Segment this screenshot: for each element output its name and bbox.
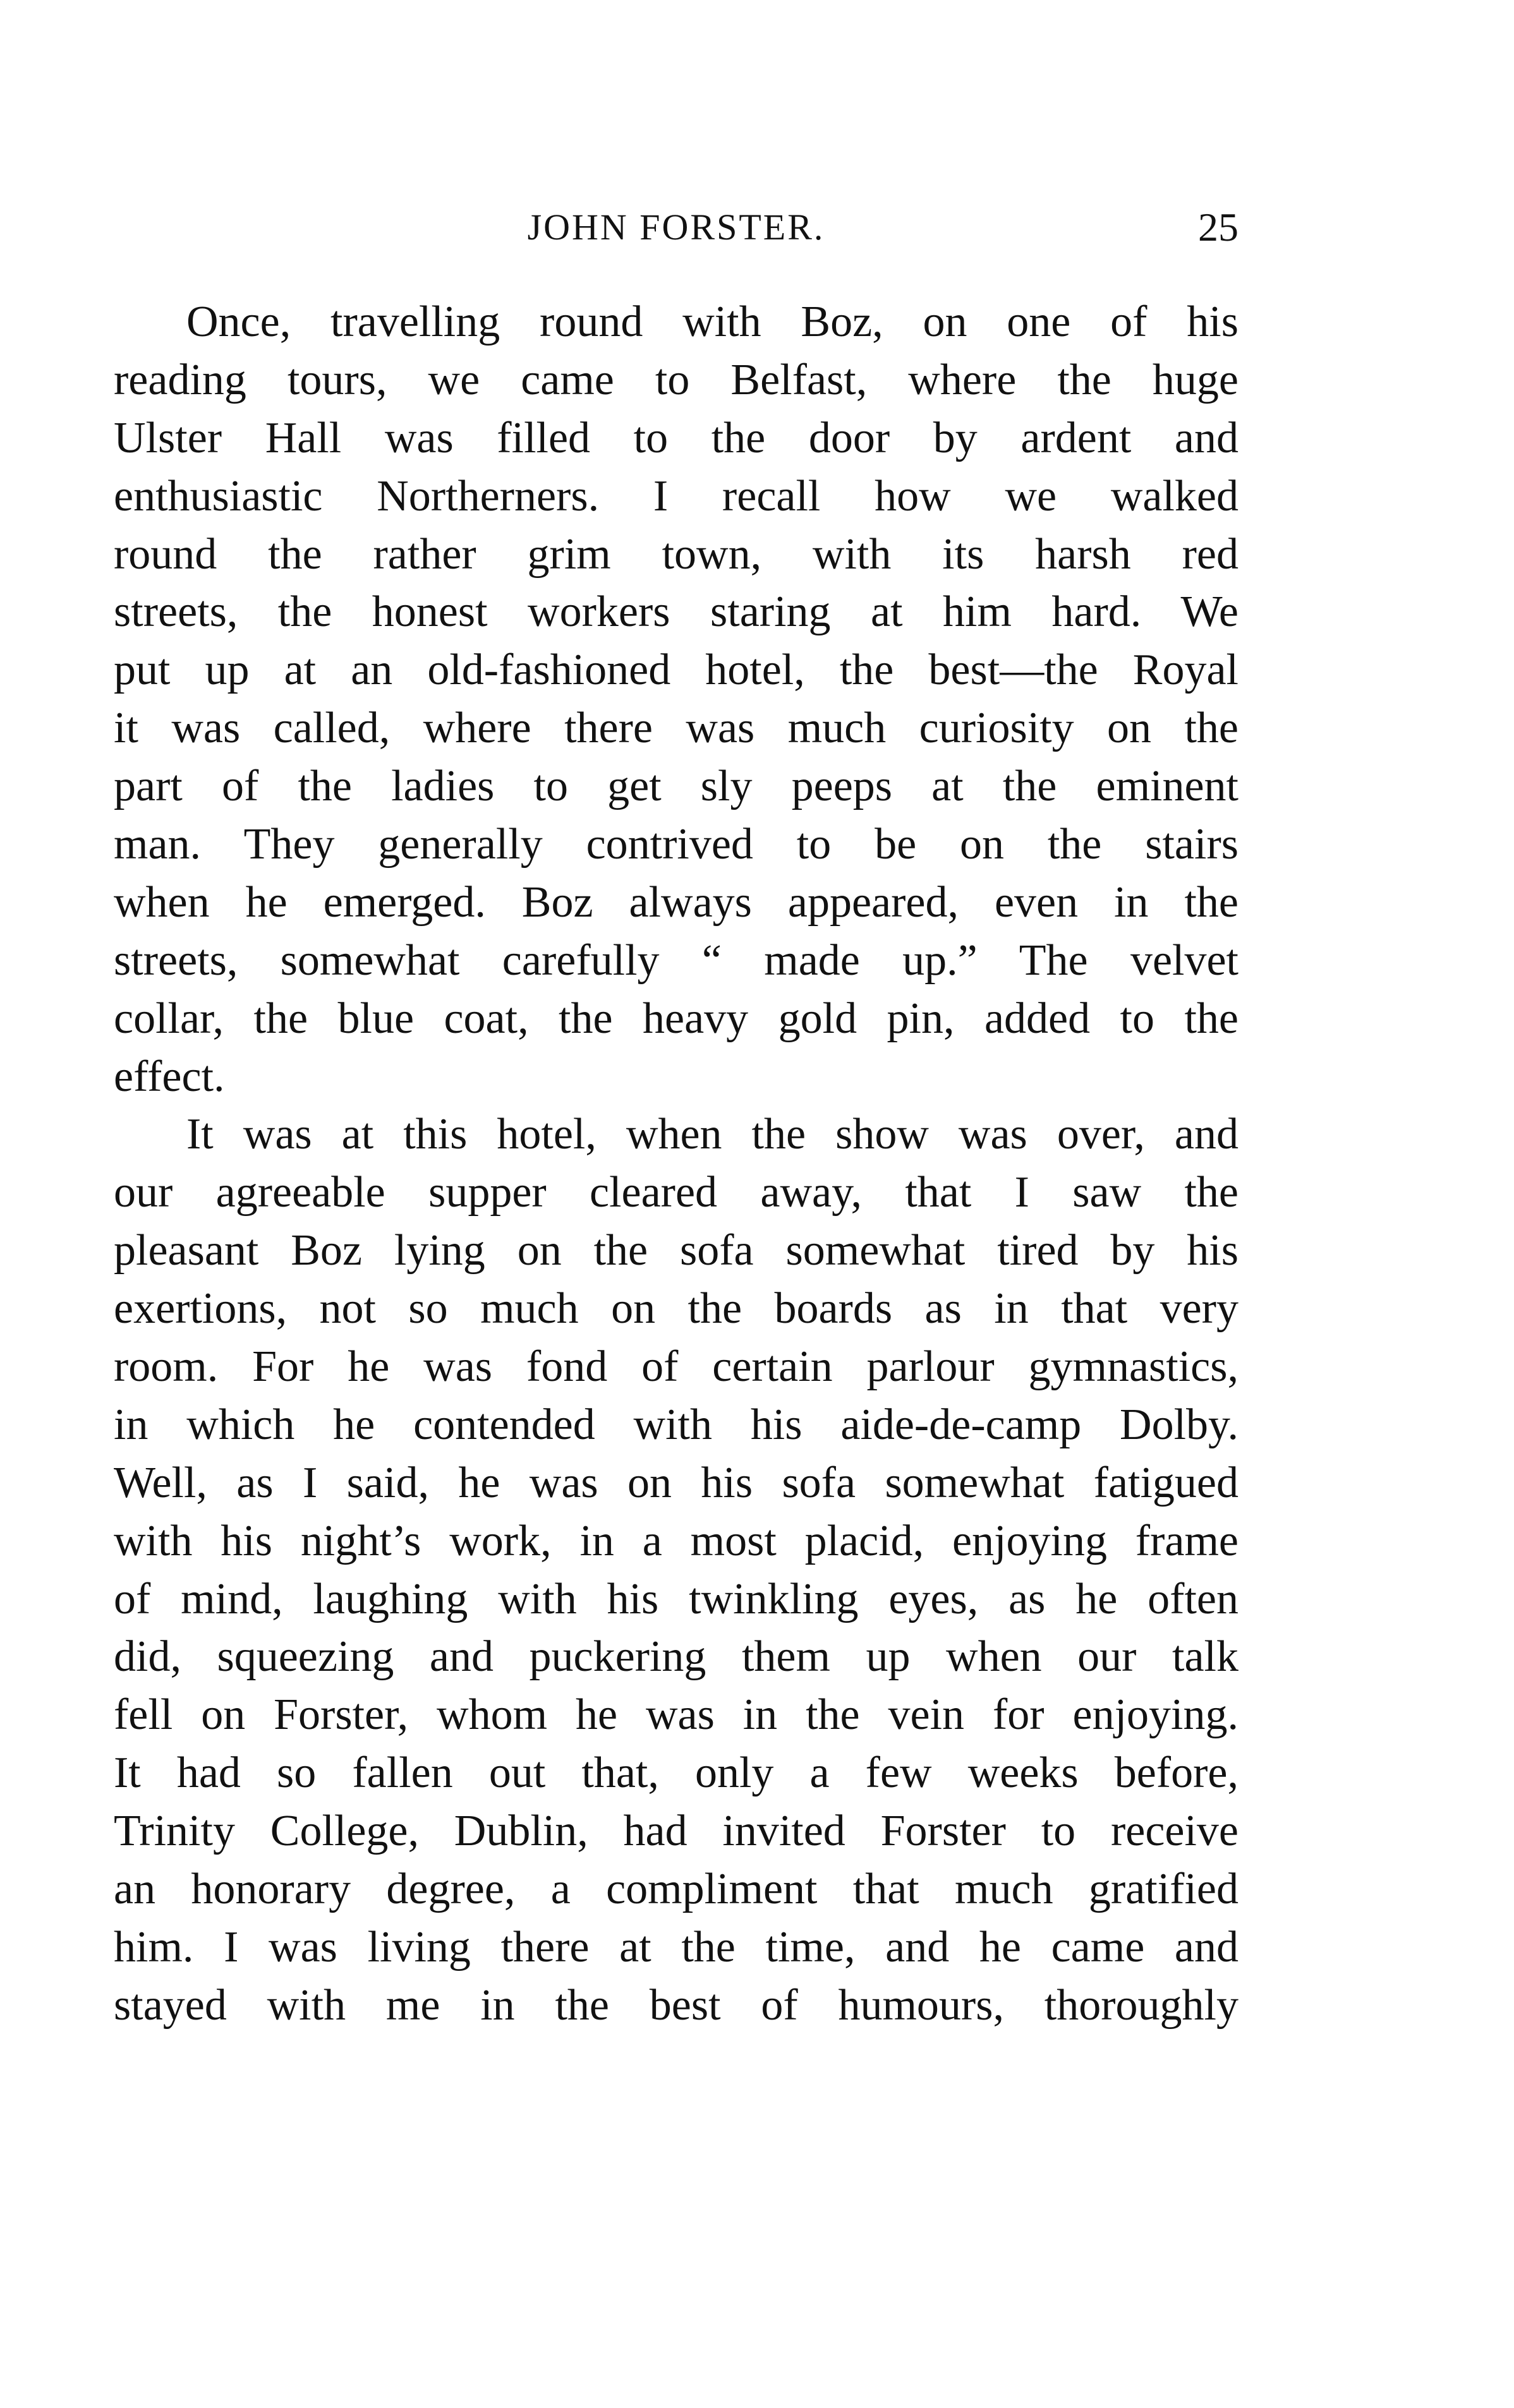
text-line: Ulster Hall was filled to the door by ardent and [114,413,1238,462]
text-line: Once, travelling round with Boz, on one of his [186,298,1238,346]
text-line: did, squeezing and puckering them up when our talk [114,1632,1238,1682]
text-line: reading tours, we came to Belfast, where the huge [114,355,1238,404]
body-text [114,293,1238,2035]
text-line: stayed with me in the best of humours, thoroughly [114,1980,1238,2030]
paragraph [114,1105,1238,2034]
text-line: it was called, where there was much curiosity on the [114,704,1238,753]
paragraph [114,293,1238,1105]
text-line: streets, the honest workers staring at him hard. We [114,587,1238,637]
text-line: It was at this hotel, when the show was over, and [186,1110,1238,1159]
text-line: part of the ladies to get sly peeps at the eminent [114,762,1238,811]
text-line: room. For he was fond of certain parlour gymnastics, [114,1342,1238,1392]
text-line: man. They generally contrived to be on the stairs [114,820,1238,869]
text-line: Well, as I said, he was on his sofa somewhat fatigued [114,1458,1238,1507]
running-head [114,198,1238,256]
text-line: him. I was living there at the time, and he came and [114,1922,1238,1972]
text-line: with his night’s work, in a most placid, enjoying frame [114,1516,1238,1565]
text-line: It had so fallen out that, only a few weeks before, [114,1749,1238,1798]
text-line: pleasant Boz lying on the sofa somewhat tired by his [114,1226,1238,1275]
text-line: an honorary degree, a compliment that much gratified [114,1865,1238,1914]
text-line: fell on Forster, whom he was in the vein for enjoying. [114,1690,1238,1740]
text-line: when he emerged. Boz always appeared, even in the [114,877,1238,927]
text-line: collar, the blue coat, the heavy gold pin, added to the [114,994,1238,1043]
text-line: put up at an old-fashioned hotel, the best—the Royal [114,646,1238,695]
running-head-title: JOHN FORSTER. [527,207,825,248]
text-line: effect. [114,1052,225,1101]
text-line: round the rather grim town, with its harsh red [114,529,1238,579]
text-line: enthusiastic Northerners. I recall how we walked [114,471,1238,521]
text-line: our agreeable supper cleared away, that I saw the [114,1168,1238,1217]
text-line: in which he contended with his aide-de-camp Dolby. [114,1400,1238,1449]
text-line: of mind, laughing with his twinkling eyes, as he often [114,1574,1238,1623]
text-line: exertions, not so much on the boards as in that very [114,1284,1238,1333]
text-line: streets, somewhat carefully “ made up.” The velvet [114,936,1238,985]
page-number: 25 [1198,205,1238,250]
text-line: Trinity College, Dublin, had invited Forster to receive [114,1807,1238,1856]
